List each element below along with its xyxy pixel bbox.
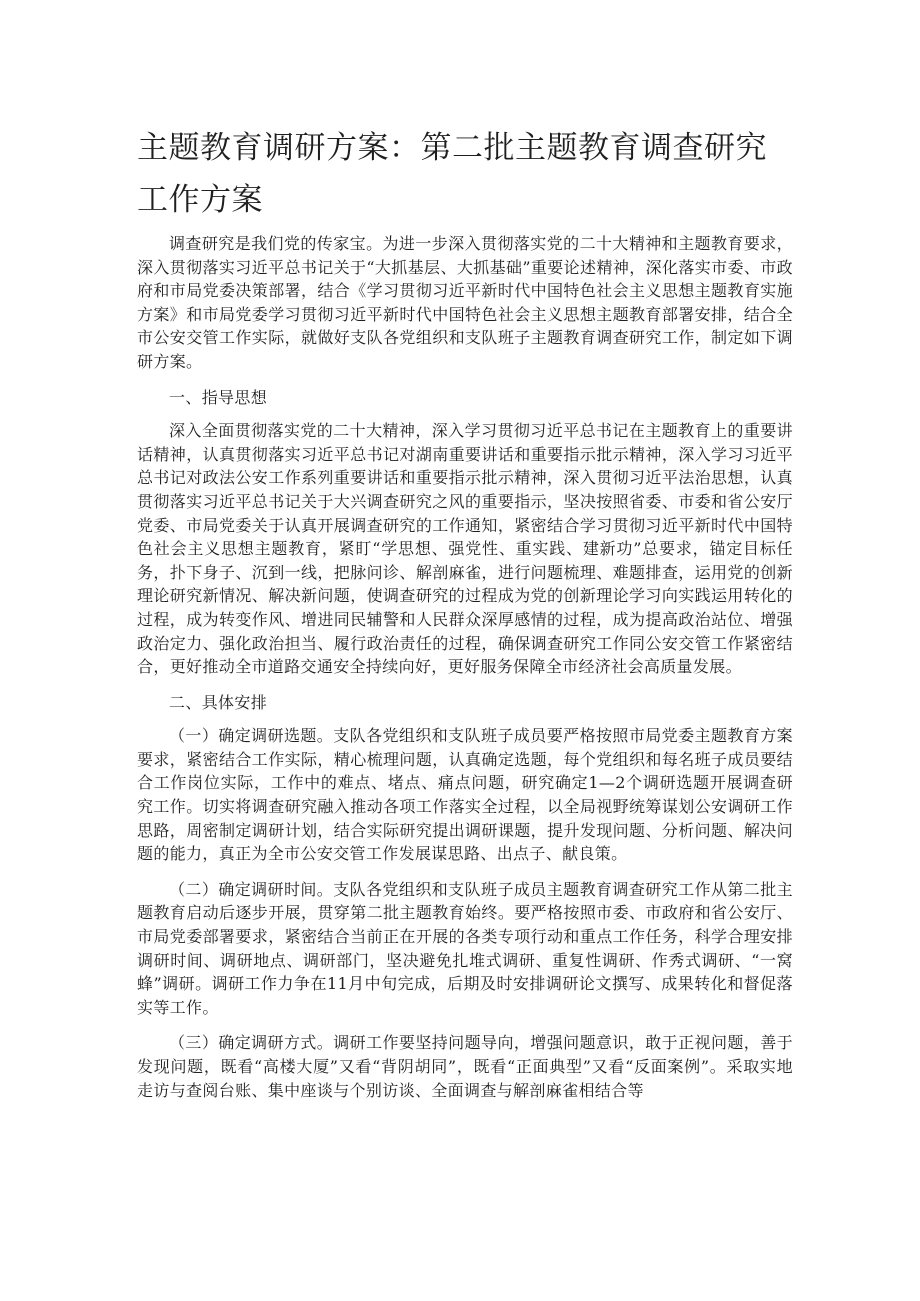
section-heading-guiding-thought: 一、指导思想 [169,387,268,407]
intro-paragraph: 调查研究是我们党的传家宝。为进一步深入贯彻落实党的二十大精神和主题教育要求，深入贯彻落实习近平总书记关于“大抓基层、大抓基础”重要论述精神，深化落实市委、市政府和市局党委决策部署，结合《学习贯彻习近平新时代中国特色社会主义思想主题教育实施方案》和市局党委学习贯彻习近平新时代中国特色社会主义思想主题教育部署安排，结合全市公安交管工作实际，就做好支队各党组织和支队班子主题教育调查研究工作，制定如下调研方案。 [137,234,793,371]
document-body [137,232,793,1114]
guiding-thought-paragraph: 深入全面贯彻落实党的二十大精神，深入学习贯彻习近平总书记在主题教育上的重要讲话精神，认真贯彻落实习近平总书记对湖南重要讲话和重要指示批示精神，深入学习习近平总书记对政法公安工作系列重要讲话和重要指示批示精神，深入贯彻习近平法治思想，认真贯彻落实习近平总书记关于大兴调查研究之风的重要指示，坚决按照省委、市委和省公安厅党委、市局党委关于认真开展调查研究的工作通知，紧密结合学习贯彻习近平新时代中国特色社会主义思想主题教育，紧盯“学思想、强党性、重实践、建新功”总要求，锚定目标任务，扑下身子、沉到一线，把脉问诊、解剖麻雀，进行问题梳理、难题排查，运用党的创新理论研究新情况、解决新问题，使调查研究的过程成为党的创新理论学习向实践运用转化的过程，成为转变作风、增进同民辅警和人民群众深厚感情的过程，成为提高政治站位、增强政治定力、强化政治担当、履行政治责任的过程，确保调查研究工作同公安交管工作紧密结合，更好推动全市道路交通安全持续向好，更好服务保障全市经济社会高质量发展。 [137,421,793,677]
arrangement-item-time: （二）确定调研时间。支队各党组织和支队班子成员主题教育调查研究工作从第二批主题教育启动后逐步开展，贯穿第二批主题教育始终。要严格按照市委、市政府和省公安厅、市局党委部署要求，紧密结合当前正在开展的各类专项行动和重点工作任务，科学合理安排调研时间、调研地点、调研部门，坚决避免扎堆式调研、重复性调研、作秀式调研、“一窝蜂”调研。调研工作力争在11月中旬完成，后期及时安排调研论文撰写、成果转化和督促落实等工作。 [137,879,793,1017]
document-title: 主题教育调研方案：第二批主题教育调查研究工作方案 [137,130,767,218]
arrangement-item-topic: （一）确定调研选题。支队各党组织和支队班子成员要严格按照市局党委主题教育方案要求，紧密结合工作实际，精心梳理问题，认真确定选题，每个党组织和每名班子成员要结合工作岗位实际，工作中的难点、堵点、痛点问题，研究确定1—2个调研选题开展调查研究工作。切实将调查研究融入推动各项工作落实全过程，以全局视野统筹谋划公安调研工作思路，周密制定调研计划，结合实际研究提出调研课题，提升发现问题、分析问题、解决问题的能力，真正为全市公安交管工作发展谋思路、出点子、献良策。 [137,726,793,864]
section-heading-arrangements: 二、具体安排 [169,692,268,712]
arrangement-item-method: （三）确定调研方式。调研工作要坚持问题导向，增强问题意识，敢于正视问题，善于发现问题，既看“高楼大厦”又看“背阴胡同”，既看“正面典型”又看“反面案例”。采取实地走访与查阅台账、集中座谈与个别访谈、全面调查与解剖麻雀相结合等 [137,1033,793,1100]
